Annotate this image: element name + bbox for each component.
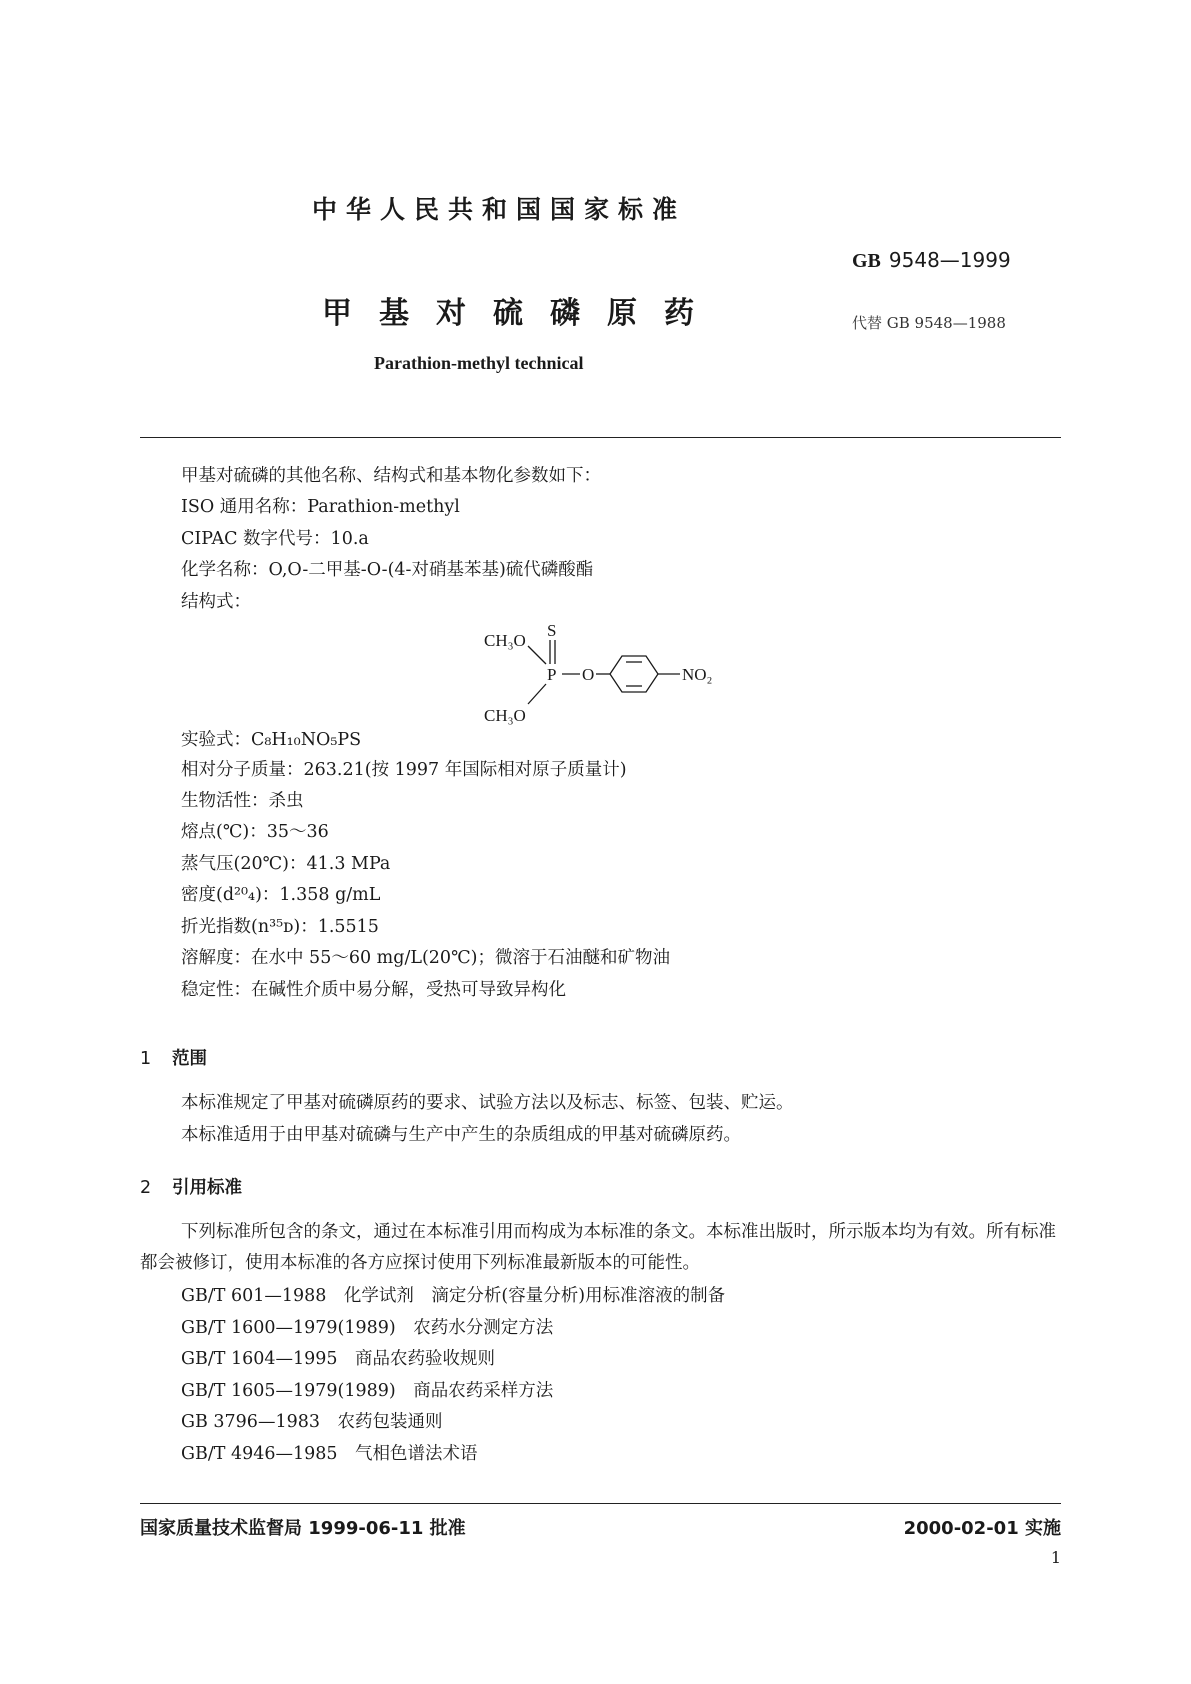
reference-title: 农药包装通则 [337,1412,443,1432]
formula-phosphorus: P [547,665,557,684]
stability: 稳定性：在碱性介质中易分解，受热可导致异构化 [181,980,566,1000]
section-1-para-2: 本标准适用于由甲基对硫磷与生产中产生的杂质组成的甲基对硫磷原药。 [181,1125,741,1145]
reference-code: GB/T 601—1988 [181,1286,327,1306]
formula-nitro: NO₂ [682,665,713,684]
cipac-code: CIPAC 数字代号：10.a [181,529,369,549]
section-1-para-1: 本标准规定了甲基对硫磷原药的要求、试验方法以及标志、标签、包装、贮运。 [181,1093,794,1113]
reference-item [181,1281,725,1312]
section-2-heading [140,1174,242,1199]
approval-line: 国家质量技术监督局 1999-06-11 批准 [140,1518,466,1539]
page-number: 1 [1050,1548,1061,1567]
empirical-formula: 实验式：C₈H₁₀NO₅PS [181,730,362,750]
density: 密度(d²⁰₄)：1.358 g/mL [181,885,381,905]
reference-code: GB/T 1600—1979(1989) [181,1318,396,1338]
reference-item [181,1407,442,1438]
section-1-title: 范围 [172,1049,207,1069]
reference-title: 农药水分测定方法 [413,1318,554,1338]
reference-code: GB/T 1604—1995 [181,1349,338,1369]
formula-methoxy-bottom: CH₃O [484,706,526,725]
standard-code [852,248,1011,273]
structural-formula [470,618,740,728]
reference-item [181,1344,495,1375]
molecular-weight: 相对分子质量：263.21(按 1997 年国际相对原子质量计) [181,760,627,780]
reference-title: 商品农药验收规则 [355,1349,496,1369]
document-title-en: Parathion-methyl technical [374,353,584,373]
section-2-title: 引用标准 [172,1178,242,1198]
replaces-standard: 代替 GB 9548—1988 [852,314,1006,332]
reference-title: 商品农药采样方法 [413,1381,554,1401]
standard-code-prefix: GB [852,250,881,272]
reference-title: 化学试剂 滴定分析(容量分析)用标准溶液的制备 [343,1286,726,1306]
reference-code: GB/T 1605—1979(1989) [181,1381,396,1401]
section-2-intro: 下列标准所包含的条文，通过在本标准引用而构成为本标准的条文。本标准出版时，所示版本均为有效。所有标准都会被修订，使用本标准的各方应探讨使用下列标准最新版本的可能性。 [140,1222,1056,1273]
formula-bond-bottom-methoxy [528,684,546,704]
reference-code: GB/T 4946—1985 [181,1444,338,1464]
formula-sulfur: S [547,621,557,640]
formula-oxygen: O [582,665,595,684]
solubility: 溶解度：在水中 55～60 mg/L(20℃)；微溶于石油醚和矿物油 [181,948,670,968]
intro-lead: 甲基对硫磷的其他名称、结构式和基本物化参数如下： [181,466,601,486]
refractive-index: 折光指数(n³⁵ᴅ)：1.5515 [181,917,379,937]
standard-code-number: 9548—1999 [888,248,1011,272]
nation-standard-heading: 中华人民共和国国家标准 [312,195,687,224]
reference-title: 气相色谱法术语 [355,1444,478,1464]
footer-rule [140,1503,1061,1504]
formula-bond-top-methoxy [528,646,546,664]
structure-label: 结构式： [181,592,251,612]
melting-point: 熔点(℃)：35～36 [181,822,329,842]
reference-item [181,1313,553,1344]
reference-code: GB 3796—1983 [181,1412,320,1432]
header-rule [140,437,1061,438]
document-title-cn: 甲基对硫磷原药 [322,296,721,331]
formula-methoxy-top: CH₃O [484,631,526,650]
reference-item [181,1439,478,1470]
vapor-pressure: 蒸气压(20℃)：41.3 MPa [181,854,391,874]
section-2-number: 2 [140,1178,152,1198]
section-1-number: 1 [140,1049,152,1069]
bio-activity: 生物活性：杀虫 [181,791,304,811]
chemical-name: 化学名称：O,O-二甲基-O-(4-对硝基苯基)硫代磷酸酯 [181,560,594,580]
effective-date: 2000-02-01 实施 [903,1518,1061,1539]
reference-item [181,1376,553,1407]
section-1-heading [140,1045,207,1070]
iso-common-name: ISO 通用名称：Parathion-methyl [181,497,460,517]
